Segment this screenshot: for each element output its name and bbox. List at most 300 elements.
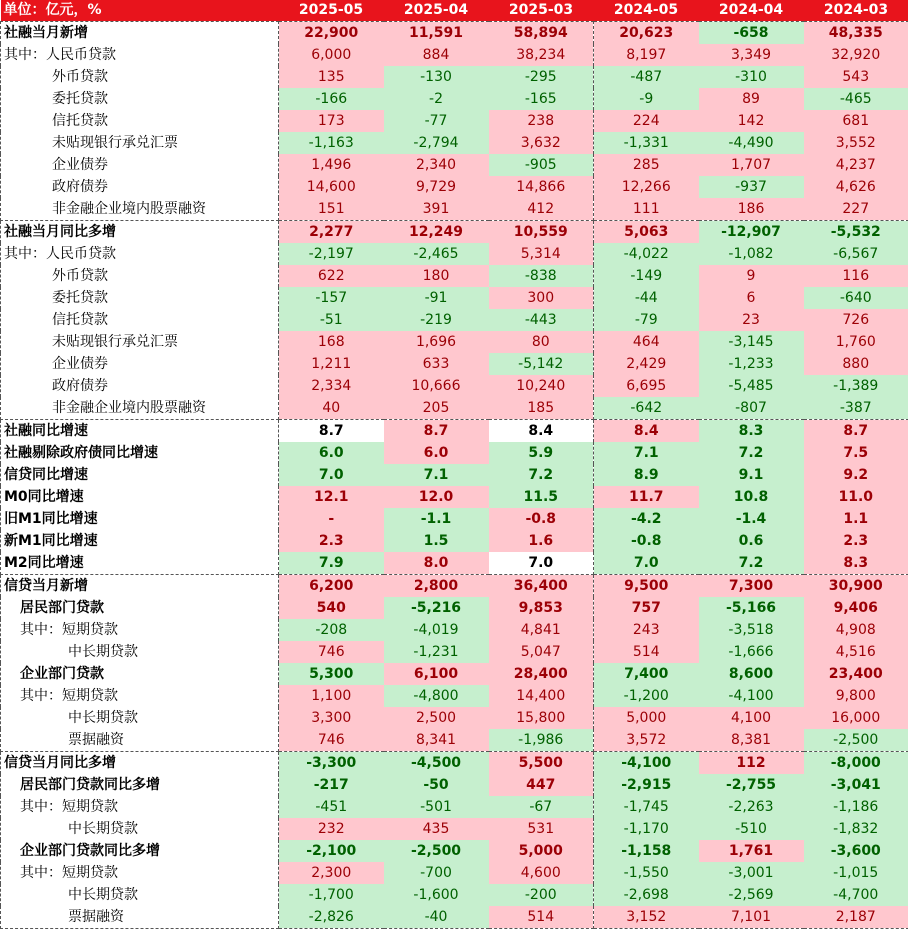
table-cell: 205: [384, 397, 489, 420]
table-cell: -1,550: [594, 862, 699, 884]
table-cell: -166: [279, 88, 384, 110]
table-cell: -4.2: [594, 508, 699, 530]
table-cell: -12,907: [699, 221, 804, 244]
row-label: [1, 530, 279, 552]
table-cell: 11.7: [594, 486, 699, 508]
table-cell: -208: [279, 619, 384, 641]
table-cell: -2,263: [699, 796, 804, 818]
row-label-text: 新M1同比增速: [4, 530, 98, 552]
row-label-text: 未贴现银行承兑汇票: [4, 331, 178, 353]
table-cell: 112: [699, 752, 804, 775]
table-cell: -1,233: [699, 353, 804, 375]
row-label-text: 票据融资: [4, 906, 124, 928]
row-label-text: 中长期贷款: [4, 884, 138, 906]
table-cell: -640: [804, 287, 908, 309]
table-cell: 2.3: [279, 530, 384, 552]
table-cell: 7.0: [279, 464, 384, 486]
table-cell: -1,082: [699, 243, 804, 265]
table-cell: -510: [699, 818, 804, 840]
table-cell: 7.5: [804, 442, 908, 464]
table-cell: 884: [384, 44, 489, 66]
table-cell: -165: [489, 88, 594, 110]
table-cell: 5,000: [489, 840, 594, 862]
row-label: [1, 641, 279, 663]
table-cell: 880: [804, 353, 908, 375]
table-cell: 142: [699, 110, 804, 132]
table-cell: -200: [489, 884, 594, 906]
row-label: [1, 420, 279, 443]
table-cell: -: [279, 508, 384, 530]
row-label: [1, 862, 279, 884]
table-row: [1, 420, 908, 443]
table-cell: -149: [594, 265, 699, 287]
table-cell: -91: [384, 287, 489, 309]
row-label: [1, 375, 279, 397]
table-cell: -2: [384, 88, 489, 110]
row-label: [1, 840, 279, 862]
table-row: [1, 154, 908, 176]
row-label: [1, 884, 279, 906]
table-cell: 6.0: [279, 442, 384, 464]
table-row: [1, 265, 908, 287]
table-cell: 1,760: [804, 331, 908, 353]
table-cell: -50: [384, 774, 489, 796]
table-cell: -807: [699, 397, 804, 420]
table-row: [1, 88, 908, 110]
table-row: [1, 752, 908, 775]
table-cell: 9,406: [804, 597, 908, 619]
table-cell: -4,800: [384, 685, 489, 707]
table-cell: 6,100: [384, 663, 489, 685]
header-row: [1, 0, 908, 22]
table-row: [1, 884, 908, 906]
table-row: [1, 818, 908, 840]
row-label-text: 旧M1同比增速: [4, 508, 98, 530]
table-cell: 5,063: [594, 221, 699, 244]
table-cell: 622: [279, 265, 384, 287]
table-cell: 9,800: [804, 685, 908, 707]
table-row: [1, 552, 908, 575]
table-cell: 514: [594, 641, 699, 663]
table-cell: 224: [594, 110, 699, 132]
table-row: [1, 397, 908, 420]
table-cell: 3,552: [804, 132, 908, 154]
table-cell: 11,591: [384, 22, 489, 45]
table-cell: 12.1: [279, 486, 384, 508]
row-label-text: 其中：短期贷款: [4, 862, 118, 884]
table-cell: -838: [489, 265, 594, 287]
table-cell: -3,001: [699, 862, 804, 884]
row-label-text: M2同比增速: [4, 552, 84, 574]
table-cell: -1,986: [489, 729, 594, 752]
table-cell: 11.5: [489, 486, 594, 508]
table-cell: -5,216: [384, 597, 489, 619]
row-label-text: 其中：短期贷款: [4, 796, 118, 818]
table-cell: 7.1: [594, 442, 699, 464]
table-cell: -310: [699, 66, 804, 88]
table-cell: -2,197: [279, 243, 384, 265]
table-cell: 8.4: [594, 420, 699, 443]
table-cell: -451: [279, 796, 384, 818]
table-cell: 10,666: [384, 375, 489, 397]
row-label: [1, 707, 279, 729]
row-label-text: 外币贷款: [4, 66, 108, 88]
table-cell: -2,915: [594, 774, 699, 796]
table-cell: 8.4: [489, 420, 594, 443]
table-cell: 243: [594, 619, 699, 641]
column-header[interactable]: 2025-03: [489, 0, 594, 22]
table-cell: 10.8: [699, 486, 804, 508]
row-label-text: 信托贷款: [4, 309, 108, 331]
table-cell: 12,249: [384, 221, 489, 244]
row-label: [1, 619, 279, 641]
table-cell: 186: [699, 198, 804, 221]
table-cell: -0.8: [489, 508, 594, 530]
table-row: [1, 575, 908, 598]
table-cell: -1,186: [804, 796, 908, 818]
column-header[interactable]: 2024-03: [804, 0, 908, 22]
table-row: [1, 796, 908, 818]
row-label: [1, 818, 279, 840]
table-cell: 80: [489, 331, 594, 353]
table-cell: 4,516: [804, 641, 908, 663]
row-label: [1, 663, 279, 685]
table-cell: 1,707: [699, 154, 804, 176]
table-cell: 232: [279, 818, 384, 840]
table-cell: 23,400: [804, 663, 908, 685]
table-cell: -2,794: [384, 132, 489, 154]
table-cell: 4,237: [804, 154, 908, 176]
table-cell: 7.0: [489, 552, 594, 575]
table-cell: 48,335: [804, 22, 908, 45]
table-cell: -1,331: [594, 132, 699, 154]
table-cell: -2,500: [804, 729, 908, 752]
row-label: [1, 154, 279, 176]
table-cell: 168: [279, 331, 384, 353]
table-cell: 3,349: [699, 44, 804, 66]
row-label: [1, 176, 279, 198]
table-cell: -5,166: [699, 597, 804, 619]
table-cell: 5,047: [489, 641, 594, 663]
table-cell: 1,100: [279, 685, 384, 707]
table-cell: 7.2: [699, 442, 804, 464]
row-label: [1, 486, 279, 508]
table-cell: 2,500: [384, 707, 489, 729]
table-cell: 7.9: [279, 552, 384, 575]
row-label: [1, 464, 279, 486]
row-label: [1, 397, 279, 420]
table-cell: 2,340: [384, 154, 489, 176]
table-cell: -4,700: [804, 884, 908, 906]
table-cell: -4,490: [699, 132, 804, 154]
row-label: [1, 353, 279, 375]
table-cell: 1.1: [804, 508, 908, 530]
column-header[interactable]: 2025-04: [384, 0, 489, 22]
table-row: [1, 198, 908, 221]
table-cell: 412: [489, 198, 594, 221]
table-cell: -1,600: [384, 884, 489, 906]
row-label-text: 非金融企业境内股票融资: [4, 397, 206, 419]
table-row: [1, 309, 908, 331]
table-cell: -1,200: [594, 685, 699, 707]
table-cell: 16,000: [804, 707, 908, 729]
table-cell: -1,231: [384, 641, 489, 663]
row-label-text: M0同比增速: [4, 486, 84, 508]
table-cell: 10,559: [489, 221, 594, 244]
table-cell: 514: [489, 906, 594, 929]
table-cell: 3,572: [594, 729, 699, 752]
row-label-text: 信贷当月同比多增: [4, 752, 116, 774]
table-cell: 2,429: [594, 353, 699, 375]
row-label: [1, 796, 279, 818]
table-cell: -217: [279, 774, 384, 796]
table-cell: 7.2: [699, 552, 804, 575]
table-cell: 3,300: [279, 707, 384, 729]
table-cell: 0.6: [699, 530, 804, 552]
table-cell: 2,277: [279, 221, 384, 244]
table-cell: 4,100: [699, 707, 804, 729]
table-cell: 1,496: [279, 154, 384, 176]
row-label: [1, 508, 279, 530]
table-cell: 9: [699, 265, 804, 287]
table-cell: 111: [594, 198, 699, 221]
table-row: [1, 729, 908, 752]
table-cell: 12.0: [384, 486, 489, 508]
table-cell: 12,266: [594, 176, 699, 198]
row-label: [1, 265, 279, 287]
table-cell: 2,187: [804, 906, 908, 929]
row-label-text: 社融当月新增: [4, 22, 88, 44]
row-label: [1, 442, 279, 464]
row-label-text: 社融剔除政府债同比增速: [4, 442, 158, 464]
table-cell: -387: [804, 397, 908, 420]
table-cell: 9,729: [384, 176, 489, 198]
table-cell: 32,920: [804, 44, 908, 66]
table-cell: 8.7: [804, 420, 908, 443]
row-label: [1, 331, 279, 353]
table-cell: -2,465: [384, 243, 489, 265]
row-label-text: 企业债券: [4, 353, 108, 375]
table-cell: 531: [489, 818, 594, 840]
table-row: [1, 508, 908, 530]
table-cell: -1.4: [699, 508, 804, 530]
table-cell: 5.9: [489, 442, 594, 464]
table-cell: -937: [699, 176, 804, 198]
table-cell: 2,300: [279, 862, 384, 884]
table-cell: -2,755: [699, 774, 804, 796]
table-cell: -2,698: [594, 884, 699, 906]
row-label: [1, 309, 279, 331]
table-cell: 38,234: [489, 44, 594, 66]
row-label-text: 其中：人民币贷款: [4, 44, 116, 66]
table-cell: 3,632: [489, 132, 594, 154]
row-label: [1, 287, 279, 309]
table-cell: -79: [594, 309, 699, 331]
table-cell: -1,015: [804, 862, 908, 884]
table-cell: 7.0: [594, 552, 699, 575]
table-cell: 151: [279, 198, 384, 221]
table-cell: 5,314: [489, 243, 594, 265]
table-cell: -9: [594, 88, 699, 110]
table-cell: 6: [699, 287, 804, 309]
table-row: [1, 66, 908, 88]
table-row: [1, 287, 908, 309]
table-cell: 7.1: [384, 464, 489, 486]
table-cell: 8,197: [594, 44, 699, 66]
table-cell: 4,626: [804, 176, 908, 198]
table-cell: -44: [594, 287, 699, 309]
table-cell: 135: [279, 66, 384, 88]
table-cell: -67: [489, 796, 594, 818]
row-label-text: 其中：短期贷款: [4, 619, 118, 641]
table-cell: 5,300: [279, 663, 384, 685]
row-label: [1, 132, 279, 154]
table-cell: -1,666: [699, 641, 804, 663]
table-cell: 7,400: [594, 663, 699, 685]
table-cell: 746: [279, 729, 384, 752]
table-row: [1, 243, 908, 265]
unit-label: 单位：亿元，%: [1, 0, 279, 22]
row-label-text: 未贴现银行承兑汇票: [4, 132, 178, 154]
table-body: [1, 22, 908, 929]
table-cell: -1,700: [279, 884, 384, 906]
table-cell: 9.1: [699, 464, 804, 486]
table-cell: 285: [594, 154, 699, 176]
table-row: [1, 840, 908, 862]
table-cell: 2,334: [279, 375, 384, 397]
table-cell: -5,142: [489, 353, 594, 375]
table-cell: 726: [804, 309, 908, 331]
table-row: [1, 597, 908, 619]
table-cell: 89: [699, 88, 804, 110]
table-cell: 23: [699, 309, 804, 331]
row-label-text: 委托贷款: [4, 287, 108, 309]
table-cell: -1,745: [594, 796, 699, 818]
table-cell: -642: [594, 397, 699, 420]
table-row: [1, 906, 908, 929]
table-cell: -6,567: [804, 243, 908, 265]
table-cell: 6.0: [384, 442, 489, 464]
table-cell: 14,866: [489, 176, 594, 198]
row-label-text: 社融同比增速: [4, 420, 88, 442]
table-cell: 8.3: [699, 420, 804, 443]
table-cell: -1,170: [594, 818, 699, 840]
table-cell: 22,900: [279, 22, 384, 45]
table-cell: 8.7: [279, 420, 384, 443]
row-label-text: 外币贷款: [4, 265, 108, 287]
table-cell: 40: [279, 397, 384, 420]
table-cell: 746: [279, 641, 384, 663]
column-header[interactable]: 2024-05: [594, 0, 699, 22]
row-label-text: 中长期贷款: [4, 707, 138, 729]
row-label-text: 居民部门贷款同比多增: [4, 774, 160, 796]
row-label: [1, 729, 279, 752]
row-label: [1, 88, 279, 110]
table-cell: 8,341: [384, 729, 489, 752]
table-cell: 1.6: [489, 530, 594, 552]
table-cell: -3,145: [699, 331, 804, 353]
table-cell: 5,000: [594, 707, 699, 729]
row-label-text: 中长期贷款: [4, 818, 138, 840]
table-cell: -3,300: [279, 752, 384, 775]
row-label: [1, 575, 279, 598]
table-row: [1, 176, 908, 198]
row-label-text: 企业部门贷款同比多增: [4, 840, 160, 862]
table-cell: 14,400: [489, 685, 594, 707]
table-cell: -1,158: [594, 840, 699, 862]
table-row: [1, 464, 908, 486]
table-cell: 4,908: [804, 619, 908, 641]
row-label: [1, 198, 279, 221]
row-label: [1, 243, 279, 265]
table-cell: -700: [384, 862, 489, 884]
table-cell: -3,041: [804, 774, 908, 796]
table-cell: 8,600: [699, 663, 804, 685]
row-label-text: 政府债券: [4, 176, 108, 198]
table-row: [1, 331, 908, 353]
table-cell: 681: [804, 110, 908, 132]
table-cell: -3,600: [804, 840, 908, 862]
table-cell: -295: [489, 66, 594, 88]
table-cell: 9,853: [489, 597, 594, 619]
table-cell: -4,022: [594, 243, 699, 265]
table-cell: 8.9: [594, 464, 699, 486]
table-cell: 1,211: [279, 353, 384, 375]
row-label: [1, 685, 279, 707]
table-cell: 2,800: [384, 575, 489, 598]
row-label-text: 其中：人民币贷款: [4, 243, 116, 265]
row-label-text: 信托贷款: [4, 110, 108, 132]
table-cell: 1,696: [384, 331, 489, 353]
row-label: [1, 906, 279, 929]
table-row: [1, 663, 908, 685]
table-cell: 11.0: [804, 486, 908, 508]
table-cell: 7,300: [699, 575, 804, 598]
row-label: [1, 22, 279, 45]
row-label-text: 信贷当月新增: [4, 575, 88, 597]
table-cell: 7.2: [489, 464, 594, 486]
table-cell: -1.1: [384, 508, 489, 530]
table-cell: 227: [804, 198, 908, 221]
table-cell: 14,600: [279, 176, 384, 198]
table-cell: -1,389: [804, 375, 908, 397]
table-cell: -219: [384, 309, 489, 331]
table-cell: -157: [279, 287, 384, 309]
row-label-text: 委托贷款: [4, 88, 108, 110]
column-header[interactable]: 2025-05: [279, 0, 384, 22]
table-cell: 9,500: [594, 575, 699, 598]
table-cell: 3,152: [594, 906, 699, 929]
table-row: [1, 442, 908, 464]
table-row: [1, 530, 908, 552]
table-cell: 2.3: [804, 530, 908, 552]
table-cell: -4,100: [699, 685, 804, 707]
row-label: [1, 774, 279, 796]
table-cell: -0.8: [594, 530, 699, 552]
column-header[interactable]: 2024-04: [699, 0, 804, 22]
table-cell: -465: [804, 88, 908, 110]
table-row: [1, 486, 908, 508]
table-cell: -443: [489, 309, 594, 331]
table-cell: 391: [384, 198, 489, 221]
table-row: [1, 619, 908, 641]
table-row: [1, 22, 908, 45]
table-cell: 8.3: [804, 552, 908, 575]
table-cell: -487: [594, 66, 699, 88]
table-cell: -3,518: [699, 619, 804, 641]
table-cell: 1.5: [384, 530, 489, 552]
table-cell: -40: [384, 906, 489, 929]
